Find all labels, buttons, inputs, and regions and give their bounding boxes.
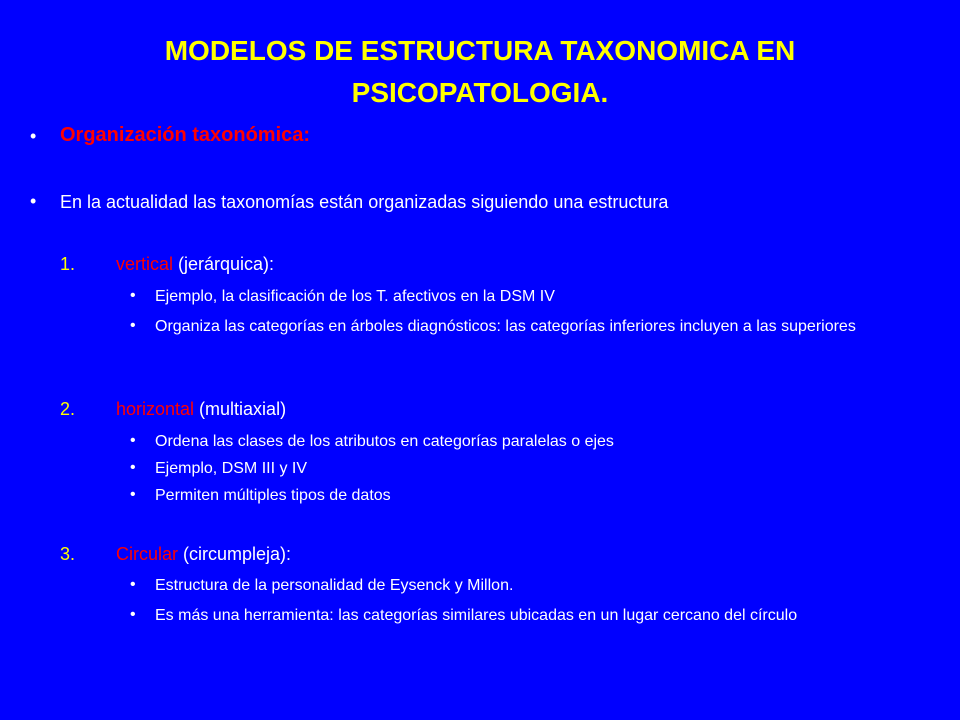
bullet-glyph: • xyxy=(30,126,37,146)
item-keyword: vertical xyxy=(116,254,174,274)
sub-item: Organiza las categorías en árboles diagnósticos: las categorías inferiores incluyen a las superiores xyxy=(155,318,856,335)
item-rest: (jerárquica): xyxy=(173,254,275,274)
sub-bullet-glyph: • xyxy=(130,459,136,476)
sub-bullet-glyph: • xyxy=(130,576,136,593)
sub-item: Es más una herramienta: las categorías similares ubicadas en un lugar cercano del círculo xyxy=(155,607,798,624)
item-keyword: Circular xyxy=(116,544,179,564)
sub-bullet-glyph: • xyxy=(130,287,136,304)
item-number: 3. xyxy=(60,544,76,564)
item-label xyxy=(116,399,286,420)
sub-item: Ejemplo, la clasificación de los T. afectivos en la DSM IV xyxy=(155,288,555,305)
sub-bullet-glyph: • xyxy=(130,317,136,334)
sub-bullet-glyph: • xyxy=(130,432,136,449)
item-rest: (multiaxial) xyxy=(194,399,287,419)
bullet-glyph: • xyxy=(30,191,37,211)
sub-item: Estructura de la personalidad de Eysenck y Millon. xyxy=(155,577,514,594)
sub-item: Permiten múltiples tipos de datos xyxy=(155,487,391,504)
sub-bullet-glyph: • xyxy=(130,606,136,623)
section-heading: Organización taxonómica: xyxy=(60,124,311,146)
slide-title: MODELOS DE ESTRUCTURA TAXONOMICA EN PSICOPATOLOGIA. xyxy=(164,35,796,108)
item-keyword: horizontal xyxy=(116,399,195,419)
item-number: 2. xyxy=(60,399,76,419)
item-number: 1. xyxy=(60,254,76,274)
item-label xyxy=(116,544,291,565)
sub-bullet-glyph: • xyxy=(130,486,136,503)
intro-text: En la actualidad las taxonomías están organizadas siguiendo una estructura xyxy=(60,192,669,212)
sub-item: Ordena las clases de los atributos en categorías paralelas o ejes xyxy=(155,433,614,450)
item-label xyxy=(116,254,274,275)
item-rest: (circumpleja): xyxy=(178,544,292,564)
sub-item: Ejemplo, DSM III y IV xyxy=(155,460,308,477)
